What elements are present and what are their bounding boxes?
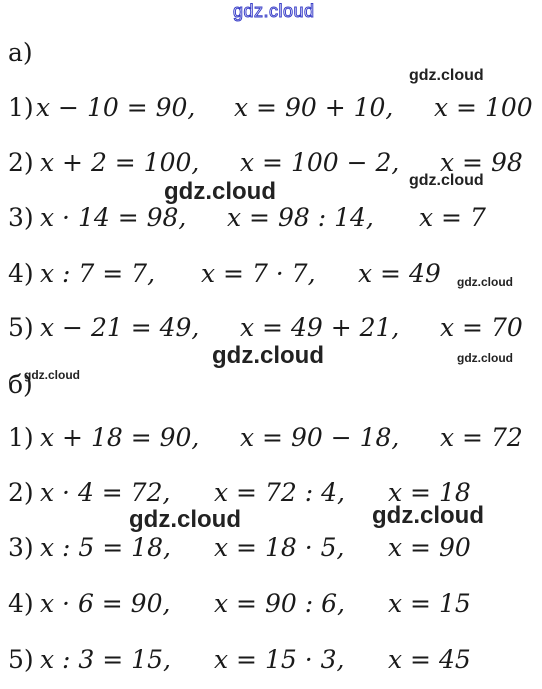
equation: x = 7 · 7, bbox=[201, 259, 316, 288]
equation: x + 2 = 100, bbox=[40, 148, 200, 177]
equation: x = 100 − 2, bbox=[240, 148, 400, 177]
equation: x = 90 : 6, bbox=[214, 589, 345, 618]
equation: x = 49 + 21, bbox=[240, 313, 400, 342]
equation: x · 6 = 90, bbox=[40, 589, 171, 618]
equation: x : 3 = 15, bbox=[40, 645, 171, 674]
row-number: 2) bbox=[8, 148, 34, 177]
watermark: gdz.cloud bbox=[24, 368, 80, 382]
row-number: 5) bbox=[8, 313, 34, 342]
watermark-top: gdz.cloud bbox=[233, 1, 315, 21]
answer: x = 72 bbox=[440, 423, 523, 452]
equation: x = 18 · 5, bbox=[214, 533, 345, 562]
equation: x = 15 · 3, bbox=[214, 645, 345, 674]
section-label-b: б) bbox=[8, 370, 33, 399]
answer: x = 90 bbox=[388, 533, 471, 562]
equation: x = 72 : 4, bbox=[214, 478, 345, 507]
equation: x : 5 = 18, bbox=[40, 533, 171, 562]
watermark: gdz.cloud bbox=[457, 351, 513, 365]
row-number: 4) bbox=[8, 259, 34, 288]
answer: x = 49 bbox=[358, 259, 441, 288]
watermark: gdz.cloud bbox=[372, 502, 484, 529]
row-number: 3) bbox=[8, 533, 34, 562]
answer: x = 100 bbox=[434, 93, 533, 122]
row-number: 1) bbox=[8, 423, 34, 452]
watermark: gdz.cloud bbox=[129, 506, 241, 533]
answer: x = 98 bbox=[440, 148, 523, 177]
equation: x : 7 = 7, bbox=[40, 259, 156, 288]
equation: x − 21 = 49, bbox=[40, 313, 200, 342]
equation: x · 4 = 72, bbox=[40, 478, 171, 507]
watermark: gdz.cloud bbox=[212, 342, 324, 369]
row-number: 4) bbox=[8, 589, 34, 618]
watermark: gdz.cloud bbox=[409, 67, 484, 84]
equation: x = 98 : 14, bbox=[227, 203, 374, 232]
equation: x = 90 − 18, bbox=[240, 423, 400, 452]
section-label-a: а) bbox=[8, 38, 33, 67]
answer: x = 45 bbox=[388, 645, 471, 674]
equation: x · 14 = 98, bbox=[40, 203, 187, 232]
answer: x = 70 bbox=[440, 313, 523, 342]
watermark: gdz.cloud bbox=[409, 172, 484, 189]
answer: x = 18 bbox=[388, 478, 471, 507]
row-number: 1) bbox=[8, 93, 34, 122]
equation: x + 18 = 90, bbox=[40, 423, 200, 452]
equation: x − 10 = 90, bbox=[36, 93, 196, 122]
equation: x = 90 + 10, bbox=[234, 93, 394, 122]
row-number: 5) bbox=[8, 645, 34, 674]
watermark: gdz.cloud bbox=[164, 178, 276, 205]
watermark: gdz.cloud bbox=[457, 275, 513, 289]
row-number: 2) bbox=[8, 478, 34, 507]
answer: x = 7 bbox=[419, 203, 486, 232]
answer: x = 15 bbox=[388, 589, 471, 618]
row-number: 3) bbox=[8, 203, 34, 232]
